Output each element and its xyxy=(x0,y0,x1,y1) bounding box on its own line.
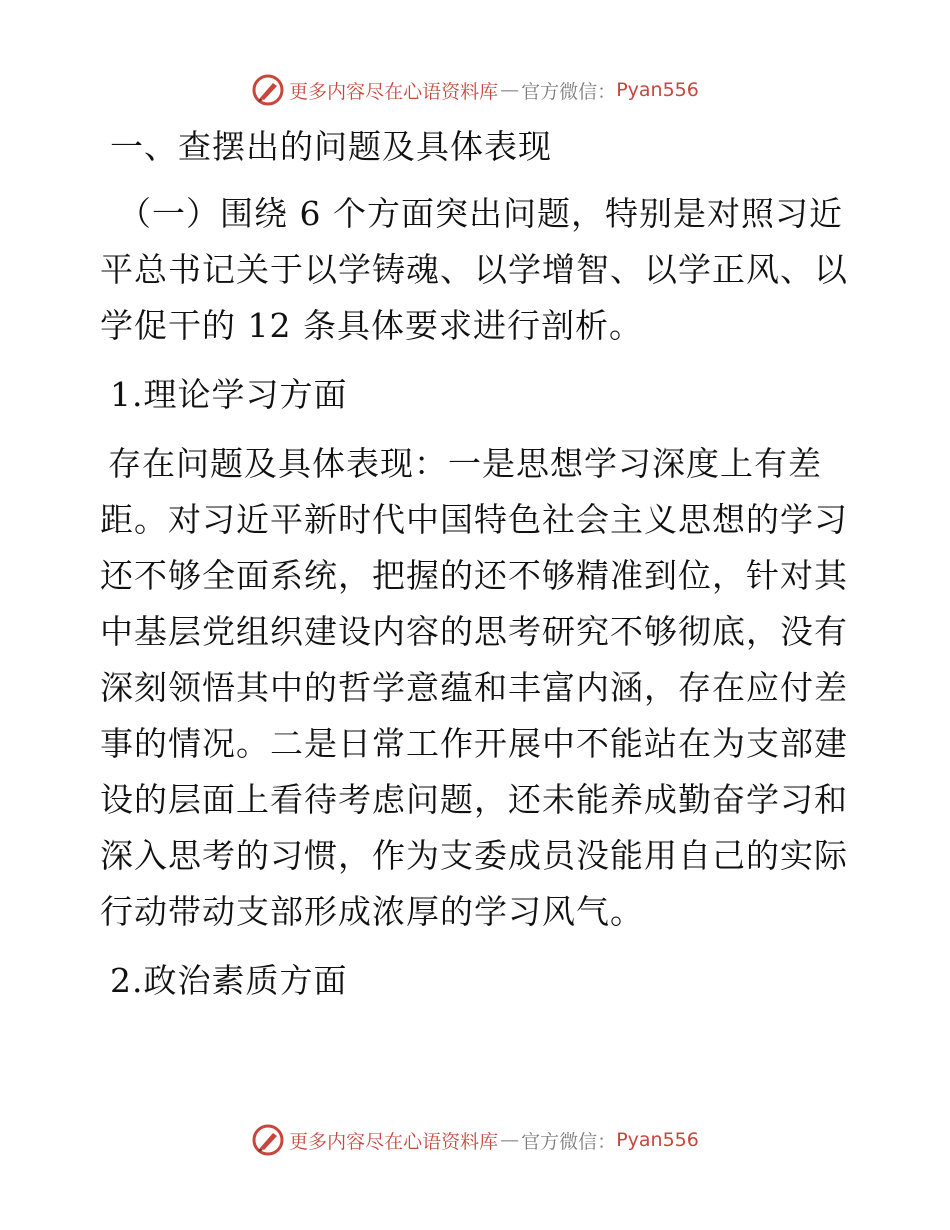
pen-logo-icon xyxy=(251,73,285,107)
watermark-wechat-id: Pyan556 xyxy=(616,79,699,101)
watermark-header xyxy=(0,70,950,110)
watermark-wechat-id: Pyan556 xyxy=(616,1129,699,1151)
watermark-wechat-label: 官方微信： xyxy=(521,80,617,103)
watermark-main-text: 更多内容尽在心语资料库 xyxy=(289,1130,499,1153)
subsection-intro: （一）围绕 6 个方面突出问题，特别是对照习近平总书记关于以学铸魂、以学增智、以学正风、以学促干的 12 条具体要求进行剖析。 xyxy=(100,194,848,345)
watermark-separator: — xyxy=(500,1129,520,1151)
item1-title: 1.理论学习方面 xyxy=(110,375,348,414)
item1-body: 存在问题及具体表现：一是思想学习深度上有差距。对习近平新时代中国特色社会主义思想的学习还不够全面系统，把握的还不够精准到位，针对其中基层党组织建设内容的思考研究不够彻底，没有深刻领悟其中的哲学意蕴和丰富内涵，存在应付差事的情况。二是日常工作开展中不能站在为支部建设的层面上看待考虑问题，还未能养成勤奋学习和深入思考的习惯，作为支委成员没能用自己的实际行动带动支部形成浓厚的学习风气。 xyxy=(100,444,848,931)
section-title: 一、查摆出的问题及具体表现 xyxy=(110,127,552,166)
watermark-separator: — xyxy=(500,79,520,101)
pen-logo-icon xyxy=(251,1123,285,1157)
watermark-main-text: 更多内容尽在心语资料库 xyxy=(289,80,499,103)
watermark-footer xyxy=(0,1120,950,1160)
watermark-wechat-label: 官方微信： xyxy=(521,1130,617,1153)
item2-title: 2.政治素质方面 xyxy=(110,961,348,1000)
document-body xyxy=(100,118,860,1010)
